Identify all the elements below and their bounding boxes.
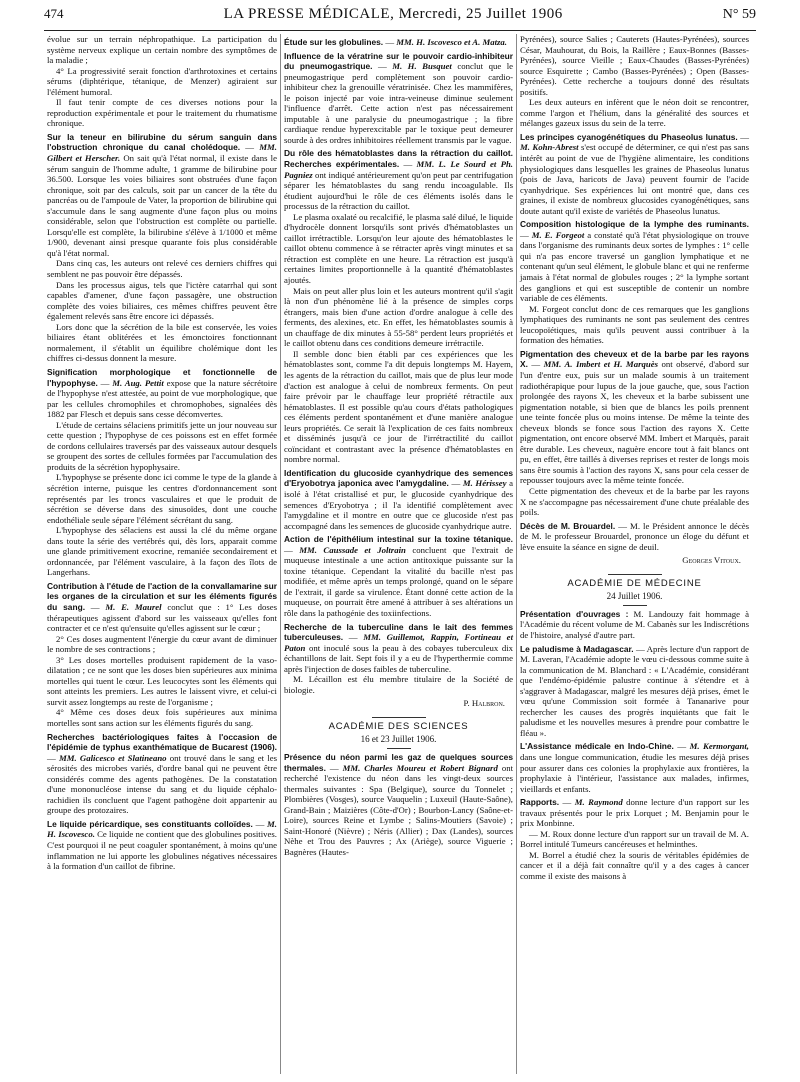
article-title: Le liquide péricardique, ses constituants colloïdes. (47, 818, 253, 829)
article-body: a constaté qu'à l'état physiologique on trouve dans l'organisme des ruminants deux sortes de lymphes : 1° celle qui n'a pas encore traversé un ganglion lymphatique et ne contenant qu'un seul élément, le globule blanc et qui ne renferme jamais à l'état normal de globules rouges ; 2° la lymphe sortant des ganglions et qui est susceptible de contenir un nombre variable de ces éléments. (520, 229, 750, 304)
paragraph: Il semble donc bien établi par ces expériences que les hématoblastes sont, comme l'a dit depuis longtemps M. Hayem, les agents de la rétraction du caillot, mais que de plus leur mode d'action est analogue à celui de nombreux ferments. On peut faire prévoir par le chauffage leur propriété rétractile aux hématoblastes. Il est possible qu'au cours d'états pathologiques ces éléments perdent spontanément et d'une manière analogue leurs propriétés. Ce serait là l'explication de ces faits nombreux et disséminés jusqu'à ce jour de l'irrétractilité du caillot coïncidant et contrastant avec la présence d'hématoblastes en nombre normal. (284, 348, 513, 465)
section-heading (520, 574, 749, 606)
section-title: ACADÉMIE DE MÉDECINE (567, 577, 702, 589)
article-title: Recherches bactériologiques faites à l'occasion de l'épidémie de typhus exanthématique de Bucarest (1906). (47, 731, 277, 753)
article: Sur la teneur en bilirubine du sérum sanguin dans l'obstruction chronique du canal cholédoque. — MM. Gilbert et Herscher. On sait qu'à l'état normal, il existe dans le sérum sanguin de l'homme adulte, 1 gramme de bilirubine pour 36.500. Lorsque les voies biliaires sont obstruées d'une façon chronique, soit par des calculs, soit par un cancer de la tête du pancréas ou de l'ampoule de Vater, la proportion de bilirubine qui s'accumule dans le sang augmente d'une façon plus ou moins considérable, selon que l'obstruction est complète ou partielle. Lorsqu'elle est complète, la bilirubine s'élève à 1/1000 et même 1/900, devenant ainsi presque quarante fois plus considérable qu'à l'état normal. (47, 131, 278, 258)
paragraph: M. Forgeot conclut donc de ces remarques que les ganglions lymphatiques des ruminants ne sont pas seulement des centres leucopoïétiques, mais qu'ils peuvent aussi contribuer à la formation des hématies. (520, 303, 749, 346)
paragraph: Dans les processus aigus, tels que l'ictère catarrhal qui sont capables d'amener, d'une façon passagère, une obstruction complète des voies biliaires, ces mêmes chiffres peuvent être également relevés sans être encore ici dépassés. (47, 279, 277, 322)
text-columns (44, 34, 756, 1074)
article-title: Du rôle des hématoblastes dans la rétraction du caillot. Recherches expérimentales. (284, 148, 513, 170)
article-body: — M. le Président annonce le décès de M. le professeur Brouardel, prononce un éloge du défunt et lève ensuite la séance en signe de deuil. (520, 520, 750, 552)
article (520, 521, 749, 553)
article-body: ont trouvé dans le sang et les sérosités des microbes variés, d'ordre banal qui ne peuvent être considérés comme des agents pathogènes. De la constatation d'une mononucléose intense du sang et du liquide céphalo-rachidien ils concluent que l'agent pathogène doit appartenir au groupe des protozaires. (47, 752, 278, 816)
paragraph: Le plasma oxalaté ou recalcifié, le plasma salé dilué, le liquide d'hydrocèle donnent lorsqu'ils sont privés d'hématoblastes un caillot irrétractible. Lorsqu'on leur ajoute des hématoblastes le caillot obtenu commence à se rétracter après vingt minutes et sa rétraction est complète en une heure. La rétraction est jusqu'à certaines limites proportionnelle à la quantité d'hématoblastes ajoutés. (284, 211, 513, 286)
article-body: a isolé à l'état cristallisé et pur, le glucoside cyanhydrique des semences d'Eryobotrya ; il l'a identifié complètement avec l'amygdaline et il montre en outre que ce glucoside n'est pas accompagné dans les semences de glucoside cyanhydrique autre. (284, 478, 513, 531)
article-body: expose que la nature sécrétoire de l'hypophyse n'est attestée, au point de vue morphologique, que par les cellules chromophiles et chromophobes, signalées dès 1882 par Flesch et depuis sans cesse décomvertes. (47, 377, 278, 420)
paragraph: évolue sur un terrain néphropathique. La participation du système nerveux explique un certain nombre des symptômes de la maladie ; (47, 34, 277, 66)
article: Recherches bactériologiques faites à l'occasion de l'épidémie de typhus exanthématique de Bucarest (1906). — MM. Galicesco et Slatineano ont trouvé dans le sang et les sérosités des microbes variés, d'ordre banal qui ne peuvent être considérés comme des agents pathogènes. De la constatation d'une mononucléose intense du sang et du liquide céphalo-rachidien ils concluent que l'agent pathogène doit appartenir au groupe des protozaires. (47, 731, 278, 816)
paragraph: Cette pigmentation des cheveux et de la barbe par les rayons X ne s'accompagne pas nécessairement d'une chute préalable des poils. (520, 485, 749, 518)
paragraph: M. Borrel a étudié chez la souris de véritables épidémies de cancer et il a déjà fait connaître qu'il y a des cages à cancer comme il existe des maisons à (520, 849, 749, 882)
article-authors: M. E. Forgeot (531, 229, 585, 240)
article-title: Pigmentation des cheveux et de la barbe par les rayons X. (520, 348, 749, 370)
article-authors: M. H. Busquet (392, 61, 452, 72)
article-title: L'Assistance médicale en Indo-Chine. (520, 741, 674, 752)
article-authors: M. H. Iscovesco. (47, 818, 277, 840)
paragraph: L'hypophyse se présente donc ici comme le type de la glande à sécrétion interne, puisque les centres d'ordonnancement sont représentés par les troncs vasculaires et que le produit de sécrétion se déverse dans des sinusoïdes, dont une couche endothéliale seule sépare l'élément sécrétant du sang. (47, 472, 277, 525)
article: Composition histologique de la lymphe des ruminants. — M. E. Forgeot a constaté qu'à l'état physiologique on trouve dans l'organisme des ruminants deux sortes de lymphes : 1° celle qui n'a pas encore traversé un ganglion lymphatique et ne contenant qu'un seul élément, le globule blanc et qui ne renferme jamais à l'état normal de globules rouges ; 2° la lymphe sortant des ganglions et qui est susceptible de contenir un nombre variable de ces éléments. (520, 219, 750, 304)
paragraph: Dans cinq cas, les auteurs ont relevé ces derniers chiffres qui semblent ne pas pouvoir être dépassés. (47, 258, 277, 280)
article (520, 609, 749, 641)
article: L'Assistance médicale en Indo-Chine. — M. Kermorgant, dans une longue communication, étudie les mesures déjà prises pour assurer dans ces colonies la prophylaxie aux frontières, la prophylaxie à l'intérieur, l'assistance aux malades, infirmes, vieillards et enfants. (520, 741, 749, 794)
section-rule (623, 605, 647, 606)
article-body: — Après lecture d'un rapport de M. Laveran, l'Académie adopte le vœu ci-dessous comme suite à la communication de M. Blanchard : « L'Académie, considérant que l'endémo-épidémie palustre continue à s'étendre et à s'aggraver à Madagascar, malgré les mesures déjà prises, émet le vœu qu'une Commission soit formée à Tananarive pour rechercher les causes des progrès inquiétants que fait le paludisme et les nouvelles mesures à prendre pour combattre le fléau ». (520, 643, 749, 738)
article: Les principes cyanogénétiques du Phaseolus lunatus. — M. Kohn-Abrest s'est occupé de déterminer, ce qui n'est pas sans intérêt au point de vue de l'hygiène alimentaire, les conditions physiologiques dans lesquelles les graines de Phaseolus lunatus (pois de Java, haricots de Java) peuvent fournir de l'acide cyanhydrique. Ses expériences lui ont montré que, dans ces graines, il existe de nombreux glucosides cyanogénétiques, sans doute autant qu'il existe de variétés de Phaseolus lunatus. (520, 131, 749, 216)
article: Du rôle des hématoblastes dans la rétraction du caillot. Recherches expérimentales. — MM. L. Le Sourd et Ph. Pagniez ont indiqué antérieurement qu'on peut par centrifugation séparer les hématoblastes du sang rendu incoagulable. Ils étudient aujourd'hui le rôle de ces éléments isolés dans le processus de la rétraction du caillot. (284, 148, 514, 212)
article-title: Sur la teneur en bilirubine du sérum sanguin dans l'obstruction chronique du canal cholédoque. (47, 131, 277, 153)
journal-title: LA PRESSE MÉDICALE, (223, 6, 395, 22)
paragraph: Pyrénées), source Salies ; Cauterets (Hautes-Pyrénées), sources César, Mauhourat, du Bois, la Raillère ; Eaux-Bonnes (Basses-Pyrénées), source Vieille ; Eaux-Chaudes (Basses-Pyrénées) source Esquirette ; Cambo (Basses-Pyrénées) ; Open (Basses-Pyrénées). Cette recherche a toujours donné des résultats positifs. (520, 34, 749, 97)
article-authors: MM. Galicesco et Slatineano (58, 752, 167, 763)
paragraph: Les deux auteurs en infèrent que le néon doit se rencontrer, comme l'argon et l'hélium, dans la généralité des sources et mélanges gazeux issus du sein de la terre. (520, 97, 749, 129)
article: Signification morphologique et fonctionnelle de l'hypophyse. — M. Aug. Pettit expose que la nature sécrétoire de l'hypophyse n'est attestée, au point de vue morphologique, que par les cellules chromophiles et chromophobes, signalées dès 1882 par Flesch et depuis sans cesse décomvertes. (47, 366, 278, 420)
article-title: Contribution à l'étude de l'action de la convallamarine sur les organes de la circulation et sur les éléments figurés du sang. (47, 580, 277, 612)
article-body: conclut que le pneumogastrique perd complètement son pouvoir cardio-inhibiteur chez la grenouille vératrinisée. Chez les mammifères, le poison injecté par voie intra-veineuse diminue seulement l'influence d'arrêt. Cette action n'est pas nécessairement imputable à une paralysie du pneumogastrique ; la fibre cardiaque rendue hyperexcitable par le toxique peut demeurer sourde à des ordres inhibitoires réellement transmis par le vague. (284, 61, 514, 145)
article-title: Influence de la vératrine sur le pouvoir cardio-inhibiteur du pneumogastrique. (284, 50, 513, 72)
paragraph: L'hypophyse des sélaciens est aussi la clé du même organe dans toute la série des vertébrés qui, dès lors, apparait comme une glande primitivement exocrine, remaniée secondairement et ordonnancée, par l'élément vasculaire, à la façon des îlots de Langerhans. (47, 525, 277, 578)
article-title: Rapports. (520, 797, 560, 808)
issue-date: Mercredi, 25 Juillet 1906 (398, 6, 563, 22)
paragraph: M. Lécaillon est élu membre titulaire de la Société de biologie. (284, 674, 513, 695)
article: Action de l'épithélium intestinal sur la toxine tétanique. — MM. Caussade et Joltrain concluent que l'extrait de muqueuse intestinale a une action antitoxique puissante sur la toxine tétanique. Cependant la vitalité du bacille n'est pas modifiée, et même après un temps prolongé, quand on le sépare de l'extrait, il garde sa virulence. Étant donné cette action de la muqueuse, on pourrait être amené à attribuer à ses altérations un rôle dans la pathogénie des toxiinfections. (284, 534, 514, 618)
page-header (44, 6, 756, 30)
column-3 (516, 34, 752, 1074)
article-authors: MM. Charles Moureu et Robert Bignard (342, 762, 498, 773)
article-title: Présence du néon parmi les gaz de quelques sources thermales. (284, 752, 513, 773)
header-rule (44, 30, 756, 31)
article: Rapports. — M. Raymond donne lecture d'un rapport sur les travaux présentés pour le prix Lorquet ; M. Benjamin pour le prix Monbinne. (520, 797, 749, 829)
column-1 (44, 34, 280, 1074)
article-authors: MM. Caussade et Joltrain (299, 544, 406, 555)
article-body: ont recherché l'existence du néon dans les vingt-deux sources thermales suivantes : Spa (Belgique), source du Tonnelet ; Plombières (Vosges), source Vauquelin ; Luxeuil (Haute-Saône), Grand-Bain ; Maizières (Côte-d'Or) ; Bourbon-Lancy (Saône-et-Loire), sources Reine et Lymbe ; Salins-Moutiers (Savoie) ; Saint-Honoré (Nièvre) ; Néris (Allier) ; Dax (Landes), sources Nèhe et Trou des Pauvres ; Ax (Ariège), source Viguerie ; Bagnères (Hautes- (284, 762, 513, 857)
article-body: Ce liquide ne contient que des globulines positives. C'est pourquoi il ne peut coaguler spontanément, à moins qu'une inflammation ne lui apporte les globulines négatives nécessaires à la formation d'un caillot de fibrine. (47, 829, 277, 872)
article-title: Le paludisme à Madagascar. (520, 643, 634, 654)
article: Étude sur les globulines. — MM. H. Iscovesco et A. Matza. (284, 37, 507, 47)
article-body: s'est occupé de déterminer, ce qui n'est pas sans intérêt au point de vue de l'hygiène alimentaire, les conditions physiologiques dans lesquelles les graines de Phaseolus lunatus (pois de Java, haricots de Java) peuvent fournir de l'acide cyanhydrique. Ses expériences lui ont montré que, dans ces graines, il existe de nombreux glucosides cyanogénétiques, sans doute autant qu'il existe de variétés de Phaseolus lunatus. (520, 142, 749, 216)
article-body: ont indiqué antérieurement qu'on peut par centrifugation séparer les hématoblastes du sang rendu incoagulable. Ils étudient aujourd'hui le rôle de ces éléments isolés dans le processus de la rétraction du caillot. (284, 169, 514, 212)
article-title: Composition histologique de la lymphe des ruminants. (520, 219, 749, 230)
section-rule (608, 574, 662, 575)
article-authors: MM. H. Iscovesco et A. Matza. (396, 37, 507, 47)
article-title: Étude sur les globulines. (284, 37, 384, 47)
article: Influence de la vératrine sur le pouvoir cardio-inhibiteur du pneumogastrique. — M. H. Busquet conclut que le pneumogastrique perd complètement son pouvoir cardio-inhibiteur chez la grenouille vératrinisée. Chez les mammifères, le poison injecté par voie intra-veineuse diminue seulement l'influence d'arrêt. Cette action n'est pas nécessairement imputable à une paralysie du pneumogastrique ; la fibre cardiaque rendue hyperexcitable par le toxique peut demeurer sourde à des ordres inhibitoires réellement transmis par le vague. (284, 50, 514, 145)
article: Le liquide péricardique, ses constituants colloïdes. — M. H. Iscovesco. Ce liquide ne contient que des globulines positives. C'est pourquoi il ne peut coaguler spontanément, à moins qu'une inflammation ne lui apporte les globulines négatives nécessaires à la formation d'un caillot de fibrine. (47, 818, 277, 872)
section-rule (372, 717, 426, 718)
signature: Georges Vitoux. (682, 555, 741, 566)
issue-number: N° 59 (722, 7, 756, 22)
article: Identification du glucoside cyanhydrique des semences d'Eryobotrya japonica avec l'amygdaline. — M. Hérissey a isolé à l'état cristallisé et pur, le glucoside cyanhydrique des semences d'Eryobotrya ; il l'a identifié complètement avec l'amygdaline et il montre en outre que ce glucoside n'est pas accompagné dans les semences de glucoside cyanhydrique autre. (284, 467, 513, 531)
article (520, 644, 749, 739)
paragraph: 4° La progressivité serait fonction d'arthrotoxines et certains sérums (diphtérique, tétanique, de Menzer) agiraient sur l'élément humoral. (47, 65, 277, 97)
article-body: On sait qu'à l'état normal, il existe dans le sérum sanguin de l'homme adulte, 1 gramme de bilirubine pour 36.500. Lorsque les voies biliaires sont obstruées d'une façon chronique, soit par des calculs, soit par un cancer de la tête du pancréas ou de l'ampoule de Vater, la proportion de bilirubine qui s'accumule dans le sang augmente d'une façon plus ou moins considérable, selon que l'obstruction est complète ou partielle. Lorsqu'elle est complète, la bilirubine s'élève à 1/1000 et même 1/900, devenant ainsi presque quarante fois plus considérable qu'à l'état normal. (47, 153, 278, 258)
article-title: Identification du glucoside cyanhydrique des semences d'Eryobotrya japonica avec l'amygdaline. (284, 467, 513, 489)
article-authors: MM. Gilbert et Herscher. (47, 142, 277, 164)
article-title: Recherche de la tuberculine dans le lait des femmes tuberculeuses. (284, 621, 513, 643)
article: Contribution à l'étude de l'action de la convallamarine sur les organes de la circulation et sur les éléments figurés du sang. — M. E. Maurel conclut que : 1° Les doses thérapeutiques agissent d'abord sur les vaisseaux qu'elles font contracter et ce n'est qu'ensuite qu'elles agissent sur le cœur ; (47, 580, 278, 634)
section-date: 16 et 23 Juillet 1906. (360, 734, 437, 745)
article-body: ont inoculé sous la peau à des cobayes tuberculeux dix échantillons de lait. Sept fois il y a eu de l'hyperthermie comme après l'injection de doses faibles de tuberculine. (284, 642, 513, 674)
article-authors: M. Aug. Pettit (112, 377, 164, 388)
column-2 (280, 34, 516, 1074)
article-body: conclut que : 1° Les doses thérapeutiques agissent d'abord sur les vaisseaux qu'elles font contracter et ce n'est qu'ensuite qu'elles agissent sur le cœur ; (47, 601, 278, 634)
article-authors: MM. L. Le Sourd et Ph. Pagniez (284, 159, 513, 180)
article-authors: M. E. Maurel (105, 601, 162, 612)
paragraph: 2° Ces doses augmentent l'énergie du cœur avant de diminuer le nombre de ses contractions ; (47, 633, 277, 655)
masthead (224, 6, 563, 23)
paragraph: Mais on peut aller plus loin et les auteurs montrent qu'il s'agit là non d'un phénomène lié à la présence de simples corps étrangers, mais bien d'une action d'ordre analogue à celle des ferments, des alexines, etc. En effet, les hématoblastes soumis à un chauffage de dix minutes à 55-58° perdent leurs propriétés et le caillot obtenu dans ces conditions demeure irrétractile. (284, 285, 513, 349)
article: Présence du néon parmi les gaz de quelques sources thermales. — MM. Charles Moureu et Robert Bignard ont recherché l'existence du néon dans les vingt-deux sources thermales suivantes : Spa (Belgique), source du Tonnelet ; Plombières (Vosges), source Vauquelin ; Luxeuil (Haute-Saône), Grand-Bain ; Maizières (Côte-d'Or) ; Bourbon-Lancy (Saône-et-Loire), sources Reine et Lymbe ; Salins-Moutiers (Savoie) ; Saint-Honoré (Nièvre) ; Néris (Allier) ; Dax (Landes), sources Nèhe et Trou des Pauvres ; Ax (Ariège), source Viguerie ; Bagnères (Hautes- (284, 752, 513, 857)
article: Pigmentation des cheveux et de la barbe par les rayons X. — MM. A. Imbert et H. Marquès ont observé, d'abord sur l'un d'entre eux, puis sur un malade soumis à un traitement radiothérapique pour lupus de la joue gauche, que, sous l'action prolongée des rayons X, les cheveux et la barbe subissent une pigmentation notable, si bien que de blancs les poils prennent une teinte foncée plus ou moins intense. De même la teinte des cheveux blonds se fonce sous l'action des rayons X. Cette pigmentation, ont encore observé MM. Imbert et Marquès, parait être durable. Les cheveux, naguère encore tout à fait blancs ont pu, en effet, être taillés à diverses reprises et rester de longs mois sans être soumis à l'action des rayons X, sans pour cela cesser de repousser toujours avec la même teinte foncée. (520, 348, 750, 486)
section-title: ACADÉMIE DES SCIENCES (328, 720, 469, 732)
article-title: Décès de M. Brouardel. (520, 520, 616, 531)
article-authors: M. Kohn-Abrest (520, 142, 579, 153)
article-body: dans une longue communication, étudie les mesures déjà prises pour assurer dans ces colonies la prophylaxie aux frontières, la prophylaxie à l'intérieur, l'assistance aux malades, infirmes, vieillards et enfants. (520, 752, 749, 794)
page-number: 474 (44, 6, 64, 21)
article-authors: M. Raymond (574, 797, 623, 808)
article-authors: MM. A. Imbert et H. Marquès (543, 359, 659, 370)
paragraph: Lors donc que la sécrétion de la bile est conservée, les voies biliaires étant oblitérées et les émonctoires fonctionnant normalement, il s'établit un équilibre cholémique dont les chiffres ci-dessus donnent la mesure. (47, 321, 277, 364)
article-authors: MM. Guillemot, Rappin, Fortineau et Paton (284, 632, 513, 653)
signature: P. Halbron. (463, 698, 505, 709)
paragraph: — M. Roux donne lecture d'un rapport sur un travail de M. A. Borrel intitulé Tumeurs cancéreuses et helminthes. (520, 828, 749, 850)
article-body: concluent que l'extrait de muqueuse intestinale a une action antitoxique puissante sur la toxine tétanique. Cependant la vitalité du bacille n'est pas modifiée, et même après un temps prolongé, quand on le sépare de l'extrait, il garde sa virulence. Étant donné cette action de la muqueuse, on pourrait être amené à attribuer à ses altérations un rôle dans la pathogénie des toxiinfections. (284, 544, 514, 618)
article-title: Signification morphologique et fonctionnelle de l'hypophyse. (47, 366, 277, 388)
article: Recherche de la tuberculine dans le lait des femmes tuberculeuses. — MM. Guillemot, Rappin, Fortineau et Paton ont inoculé sous la peau à des cobayes tuberculeux dix échantillons de lait. Sept fois il y a eu de l'hyperthermie comme après l'injection de doses faibles de tuberculine. (284, 621, 513, 674)
paragraph: L'étude de certains sélaciens primitifs jette un jour nouveau sur cette question ; l'hypophyse de ces poissons est en effet formée de cordons cellulaires traversés par des vaisseaux autour desquels se groupent des sortes de cellules formées par l'accumulation des produits de la sécrétion hypophysaire. (47, 419, 277, 472)
article-body: donne lecture d'un rapport sur les travaux présentés pour le prix Lorquet ; M. Benjamin pour le prix Monbinne. (520, 797, 749, 829)
section-date: 24 Juillet 1906. (606, 591, 663, 602)
section-rule (387, 748, 411, 749)
article-authors: M. Hérissey (462, 478, 507, 489)
article-title: Présentation d'ouvrages : (520, 608, 629, 619)
article-body: M. Landouzy fait hommage à l'Académie du récent volume de M. Cabanès sur les Indiscrétions de l'histoire, analysé d'autre part. (520, 608, 750, 640)
article-title: Les principes cyanogénétiques du Phaseolus lunatus. (520, 131, 738, 142)
paragraph: 4° Même ces doses deux fois supérieures aux minima mortelles sont sans action sur les éléments figurés du sang. (47, 707, 277, 728)
article-body: ont observé, d'abord sur l'un d'entre eux, puis sur un malade soumis à un traitement radiothérapique pour lupus de la joue gauche, que, sous l'action prolongée des rayons X, les cheveux et la barbe subissent une pigmentation notable, si bien que de blancs les poils prennent une teinte foncée plus ou moins intense. De même la teinte des cheveux blonds se fonce sous l'action des rayons X. Cette pigmentation, ont encore observé MM. Imbert et Marquès, parait être durable. Les cheveux, naguère encore tout à fait blancs ont pu, en effet, être taillés à diverses reprises et rester de longs mois sans être soumis à l'action des rayons X, sans pour cela cesser de repousser toujours avec la même teinte foncée. (520, 359, 750, 486)
article-title: Action de l'épithélium intestinal sur la toxine tétanique. (284, 534, 513, 545)
paragraph: Il faut tenir compte de ces diverses notions pour la reproduction expérimentale et pour le traitement du rhumatisme chronique. (47, 97, 277, 129)
section-heading (284, 717, 513, 749)
paragraph: 3° Les doses mortelles produisent rapidement de la vaso-dilatation ; ce ne sont que les doses bien supérieures aux minima mortelles qui tuent le cœur. Les leucocytes sont les éléments qui sont atteints les premiers. Les autres le laissent vivre, et celui-ci survit assez longtemps au reste de l'organisme ; (47, 654, 277, 707)
article-authors: M. Kermorgant, (689, 741, 749, 752)
